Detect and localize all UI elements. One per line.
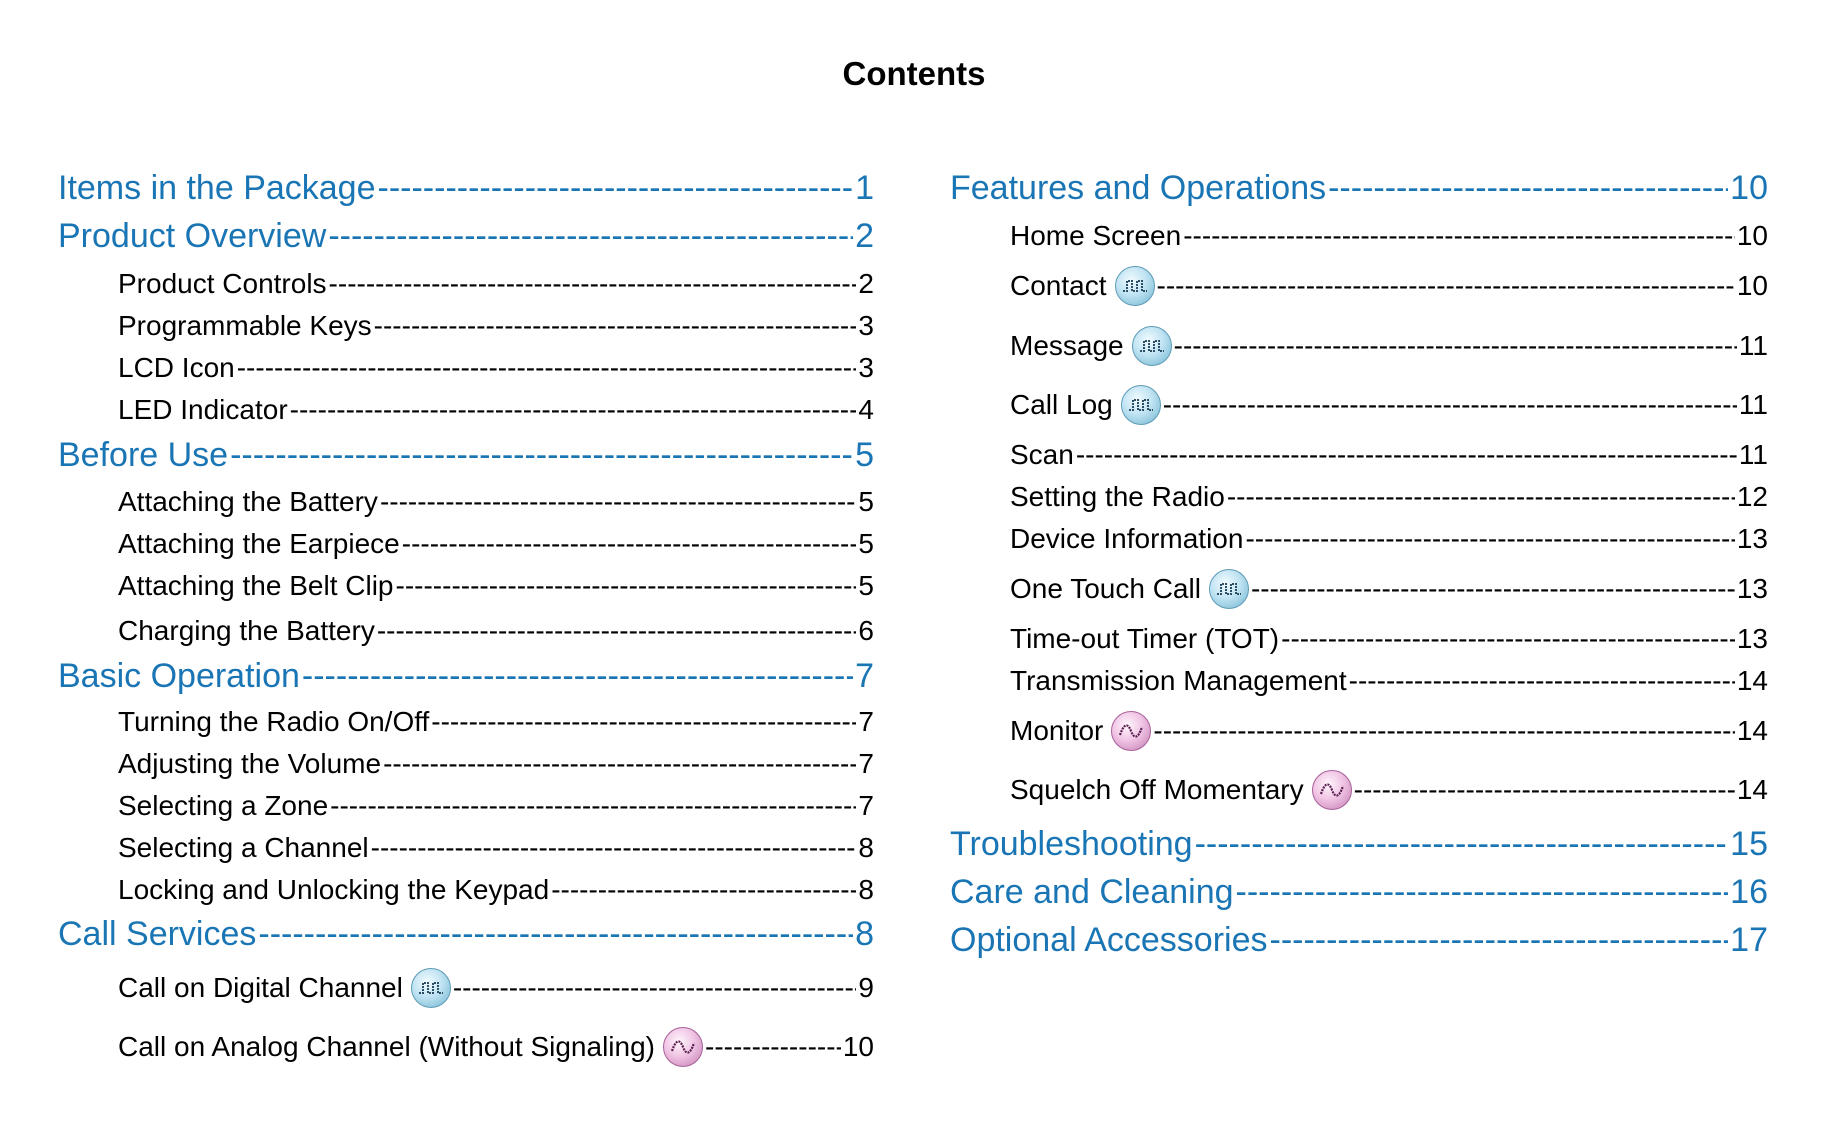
toc-entry-optional-accessories[interactable]	[950, 918, 1768, 962]
dot-leader	[1227, 481, 1735, 513]
toc-entry-label: Time-out Timer (TOT)	[1010, 623, 1280, 654]
toc-entry-label: Charging the Battery	[118, 615, 375, 646]
toc-entry-label: Contact	[1010, 270, 1107, 301]
toc-entry-label: Selecting a Zone	[118, 790, 329, 821]
toc-entry-label: Adjusting the Volume	[118, 748, 382, 779]
toc-page-number: 14	[1736, 715, 1768, 746]
toc-entry-product-overview[interactable]	[58, 214, 874, 258]
toc-entry-label: LED Indicator	[118, 394, 288, 425]
dot-leader	[330, 790, 856, 822]
digital-signal-icon	[1132, 326, 1172, 366]
toc-entry-label: Monitor	[1010, 715, 1104, 746]
dot-leader	[1245, 523, 1734, 555]
dot-leader	[453, 972, 857, 1004]
toc-page-number: 8	[855, 914, 874, 953]
toc-entry-label: One Touch Call	[1010, 573, 1201, 604]
toc-page-number: 2	[858, 268, 874, 299]
toc-entry-contact[interactable]	[950, 266, 1768, 306]
dot-leader	[551, 874, 856, 906]
toc-entry-label: Basic Operation	[58, 656, 300, 695]
toc-entry-label: Care and Cleaning	[950, 872, 1234, 911]
toc-page-number: 8	[858, 874, 874, 905]
toc-entry-programmable-keys[interactable]	[58, 306, 874, 346]
dot-leader	[396, 570, 857, 602]
toc-entry-transmission-management[interactable]	[950, 661, 1768, 701]
dot-leader	[380, 486, 856, 518]
analog-signal-icon	[1111, 711, 1151, 751]
toc-entry-charging-the-battery[interactable]	[58, 611, 874, 651]
toc-entry-label: Product Overview	[58, 216, 327, 255]
toc-page-number: 3	[858, 310, 874, 341]
toc-page-number: 10	[1736, 220, 1768, 251]
toc-entry-label: Call Services	[58, 914, 257, 953]
dot-leader	[1174, 330, 1737, 362]
toc-page-number: 14	[1736, 774, 1768, 805]
toc-entry-led-indicator[interactable]	[58, 390, 874, 430]
dot-leader	[371, 832, 857, 864]
digital-signal-icon	[1121, 385, 1161, 425]
dot-leader	[258, 915, 853, 954]
toc-page-number: 3	[858, 352, 874, 383]
toc-entry-monitor[interactable]	[950, 711, 1768, 751]
toc-page-number: 2	[855, 216, 874, 255]
toc-entry-basic-operation[interactable]	[58, 654, 874, 698]
toc-page-number: 16	[1730, 872, 1768, 911]
toc-entry-label: Setting the Radio	[1010, 481, 1225, 512]
toc-entry-call-on-analog-channel-without-signaling[interactable]	[58, 1027, 874, 1067]
dot-leader	[328, 217, 853, 256]
dot-leader	[402, 528, 857, 560]
dot-leader	[302, 657, 853, 696]
dot-leader	[1236, 873, 1729, 912]
toc-page-number: 11	[1738, 389, 1768, 420]
toc-page-number: 13	[1736, 523, 1768, 554]
toc-page-number: 14	[1736, 665, 1768, 696]
toc-entry-home-screen[interactable]	[950, 216, 1768, 256]
toc-entry-adjusting-the-volume[interactable]	[58, 744, 874, 784]
dot-leader	[1195, 825, 1729, 864]
toc-page-number: 13	[1736, 623, 1768, 654]
toc-entry-call-log[interactable]	[950, 385, 1768, 425]
toc-entry-one-touch-call[interactable]	[950, 569, 1768, 609]
toc-page-number: 5	[858, 570, 874, 601]
toc-entry-label: Device Information	[1010, 523, 1244, 554]
toc-entry-label: Features and Operations	[950, 168, 1327, 207]
dot-leader	[1183, 220, 1735, 252]
toc-entry-label: Call Log	[1010, 389, 1113, 420]
analog-signal-icon	[663, 1027, 703, 1067]
toc-entry-label: Attaching the Battery	[118, 486, 378, 517]
toc-page-number: 15	[1730, 824, 1768, 863]
dot-leader	[1328, 169, 1728, 208]
dot-leader	[374, 310, 857, 342]
digital-signal-icon	[1209, 569, 1249, 609]
dot-leader	[230, 436, 853, 475]
dot-leader	[383, 748, 856, 780]
toc-entry-device-information[interactable]	[950, 519, 1768, 559]
toc-entry-locking-and-unlocking-the-keypad[interactable]	[58, 870, 874, 910]
toc-entry-selecting-a-zone[interactable]	[58, 786, 874, 826]
toc-entry-label: Scan	[1010, 439, 1074, 470]
toc-page-number: 5	[858, 486, 874, 517]
dot-leader	[378, 169, 854, 208]
dot-leader	[1349, 665, 1735, 697]
toc-entry-time-out-timer-tot[interactable]	[950, 619, 1768, 659]
toc-page-number: 1	[855, 168, 874, 207]
dot-leader	[329, 268, 857, 300]
toc-entry-call-services[interactable]	[58, 912, 874, 956]
digital-signal-icon	[1115, 266, 1155, 306]
dot-leader	[237, 352, 857, 384]
toc-page-number: 7	[858, 790, 874, 821]
toc-entry-care-and-cleaning[interactable]	[950, 870, 1768, 914]
dot-leader	[1354, 774, 1735, 806]
dot-leader	[1281, 623, 1735, 655]
dot-leader	[1163, 389, 1737, 421]
toc-entry-label: Call on Digital Channel	[118, 972, 403, 1003]
dot-leader	[705, 1031, 841, 1063]
toc-entry-label: Home Screen	[1010, 220, 1182, 251]
dot-leader	[1270, 921, 1729, 960]
toc-entry-label: Product Controls	[118, 268, 327, 299]
dot-leader	[1076, 439, 1737, 471]
toc-page-number: 17	[1730, 920, 1768, 959]
toc-entry-troubleshooting[interactable]	[950, 822, 1768, 866]
toc-entry-attaching-the-belt-clip[interactable]	[58, 566, 874, 606]
toc-entry-selecting-a-channel[interactable]	[58, 828, 874, 868]
digital-signal-icon	[411, 968, 451, 1008]
toc-entry-squelch-off-momentary[interactable]	[950, 770, 1768, 810]
toc-entry-setting-the-radio[interactable]	[950, 477, 1768, 517]
dot-leader	[290, 394, 857, 426]
toc-page-number: 12	[1736, 481, 1768, 512]
toc-entry-product-controls[interactable]	[58, 264, 874, 304]
dot-leader	[1251, 573, 1735, 605]
toc-entry-label: Attaching the Earpiece	[118, 528, 400, 559]
toc-entry-label: Optional Accessories	[950, 920, 1268, 959]
toc-entry-attaching-the-battery[interactable]	[58, 482, 874, 522]
toc-entry-features-and-operations[interactable]	[950, 166, 1768, 210]
dot-leader	[1153, 715, 1734, 747]
toc-entry-label: Message	[1010, 330, 1124, 361]
toc-entry-attaching-the-earpiece[interactable]	[58, 524, 874, 564]
toc-entry-lcd-icon[interactable]	[58, 348, 874, 388]
analog-signal-icon	[1312, 770, 1352, 810]
toc-entry-call-on-digital-channel[interactable]	[58, 968, 874, 1008]
toc-page-number: 13	[1736, 573, 1768, 604]
toc-entry-label: Squelch Off Momentary	[1010, 774, 1304, 805]
toc-page-number: 6	[858, 615, 874, 646]
toc-page-number: 11	[1738, 439, 1768, 470]
toc-entry-label: Troubleshooting	[950, 824, 1193, 863]
toc-page-number: 7	[858, 706, 874, 737]
dot-leader	[1157, 270, 1735, 302]
dot-leader	[431, 706, 856, 738]
toc-entry-label: Turning the Radio On/Off	[118, 706, 430, 737]
toc-entry-items-in-the-package[interactable]	[58, 166, 874, 210]
toc-page-number: 4	[858, 394, 874, 425]
toc-page-number: 7	[855, 656, 874, 695]
toc-entry-before-use[interactable]	[58, 433, 874, 477]
toc-entry-label: Locking and Unlocking the Keypad	[118, 874, 550, 905]
toc-entry-label: Items in the Package	[58, 168, 376, 207]
toc-entry-label: LCD Icon	[118, 352, 235, 383]
toc-page-number: 9	[858, 972, 874, 1003]
page-title: Contents	[842, 55, 986, 92]
toc-page-number: 10	[842, 1031, 874, 1062]
toc-entry-label: Attaching the Belt Clip	[118, 570, 394, 601]
dot-leader	[377, 615, 857, 647]
toc-entry-label: Programmable Keys	[118, 310, 372, 341]
toc-entry-label: Selecting a Channel	[118, 832, 369, 863]
toc-page-number: 5	[858, 528, 874, 559]
toc-entry-turning-the-radio-on-off[interactable]	[58, 702, 874, 742]
toc-page-number: 11	[1738, 330, 1768, 361]
toc-entry-label: Before Use	[58, 435, 229, 474]
toc-entry-label: Transmission Management	[1010, 665, 1347, 696]
toc-entry-message[interactable]	[950, 326, 1768, 366]
toc-entry-label: Call on Analog Channel (Without Signaling)	[118, 1031, 655, 1062]
toc-page-number: 8	[858, 832, 874, 863]
toc-page-number: 7	[858, 748, 874, 779]
toc-page-number: 10	[1730, 168, 1768, 207]
toc-page-number: 5	[855, 435, 874, 474]
toc-entry-scan[interactable]	[950, 435, 1768, 475]
toc-page-number: 10	[1736, 270, 1768, 301]
